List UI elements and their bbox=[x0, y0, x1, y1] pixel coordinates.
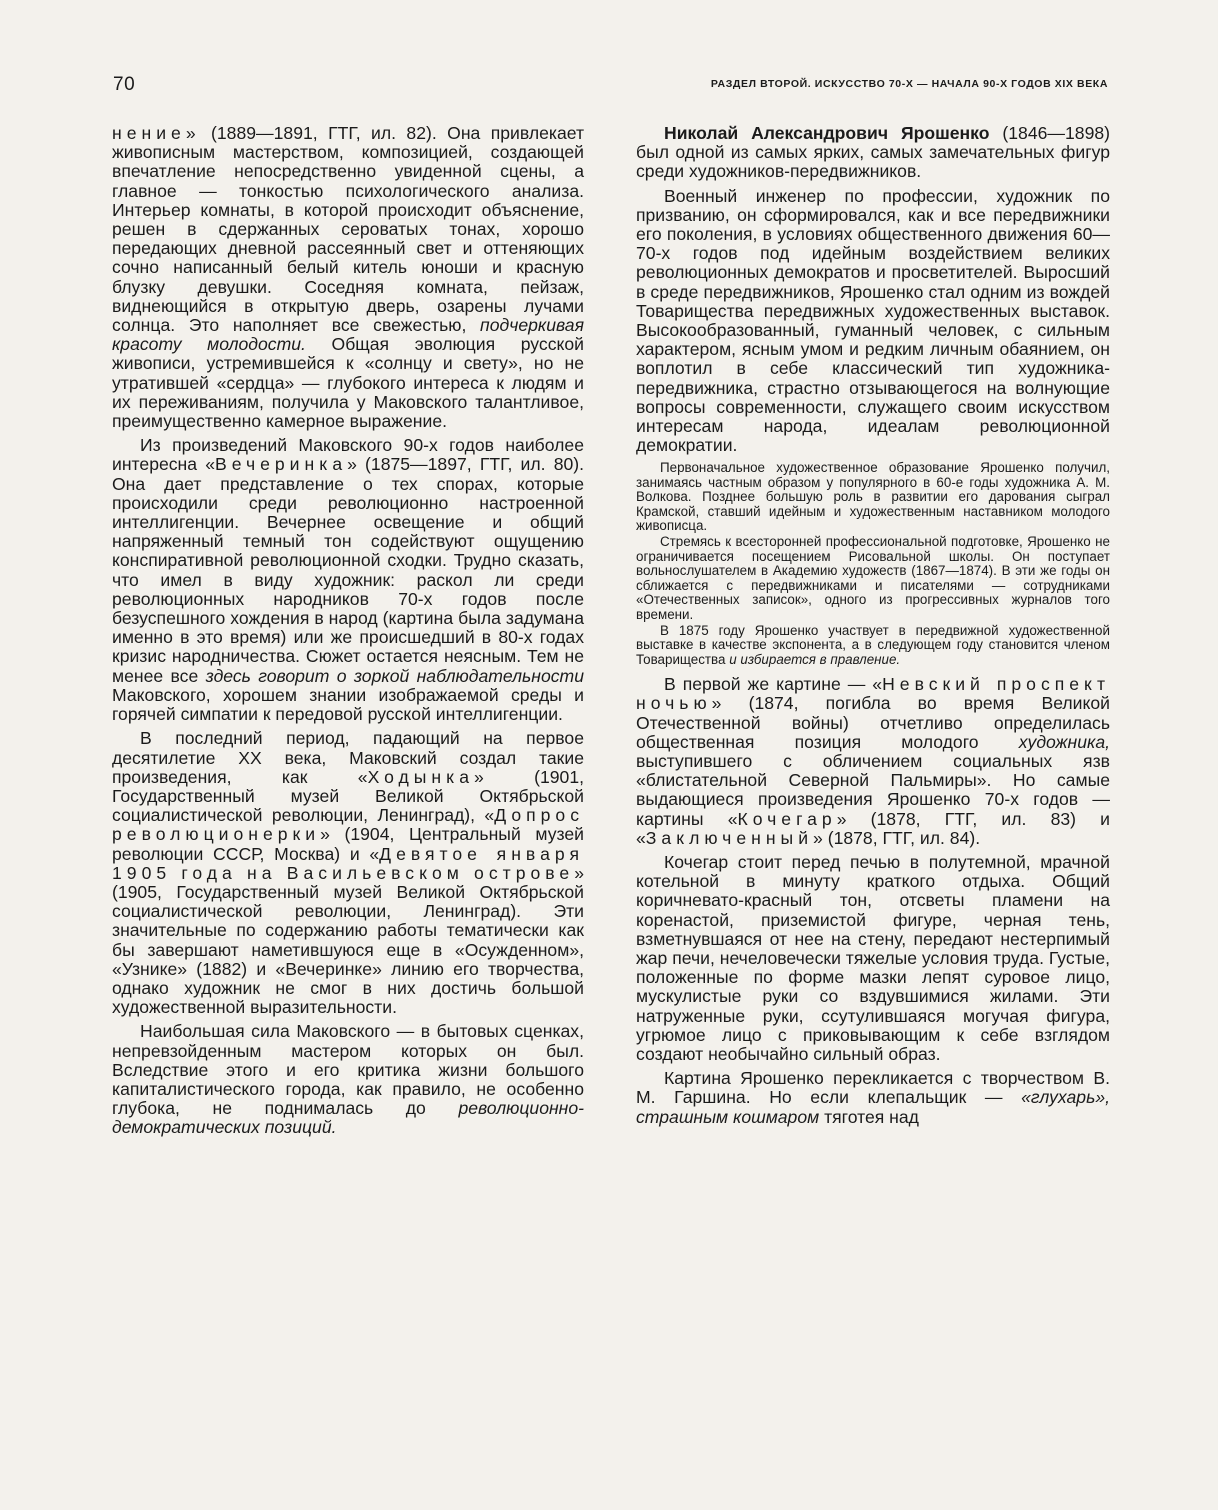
small-paragraph: Стремясь к всесторонней профессиональной подготовке, Ярошенко не ограничивается посещением Рисовальной школы. Он поступает вольнослушателем в Академию художеств (1867—1874). В эти же годы он сближается с передвижниками и писателями — сотрудниками «Отечественных записок», одного из прогрессивных журналов того времени. bbox=[636, 534, 1110, 622]
italic-text: «глухарь», страшным кошмаром bbox=[636, 1087, 1110, 1127]
paragraph: Военный инженер по профессии, художник по призванию, он сформировался, как и все передвижники его поколения, в условиях общественного движения 60—70-х годов под идейным воздействием великих революционных демократов и просветителей. Выросший в среде передвижников, Ярошенко стал одним из вождей Товарищества передвижных художественных выставок. Высокообразованный, гуманный человек, с сильным характером, ясным умом и редким личным обаянием, он воплотил в себе классический тип художника-передвижника, страстно отзывающегося на волнующие вопросы современности, служащего своим искусством интересам народа, идеалам революционной демократии. bbox=[636, 185, 1110, 456]
italic-text: здесь говорит о зоркой наблюдательности bbox=[205, 665, 584, 686]
spaced-title: Кочегар bbox=[737, 808, 837, 829]
running-head: РАЗДЕЛ ВТОРОЙ. ИСКУССТВО 70-Х — НАЧАЛА 90-Х ГОДОВ XIX ВЕКА bbox=[710, 78, 1108, 90]
spaced-title: Заключенный bbox=[645, 827, 814, 848]
paragraph: Кочегар стоит перед печью в полутемной, мрачной котельной в минуту краткого отдыха. Общий коричневато-красный тон, отсветы пламени на коренастой, приземистой фигуре, черная тень, взметнувшаяся от нее на стену, передают нестерпимый жар печи, нечеловечески тяжелые условия труда. Густые, положенные по форме мазки лепят суровое лицо, мускулистые руки со вздувшимися жилами. Эти натруженные руки, ссутулившаяся могучая фигура, угрюмое лицо с приковывающим к себе взглядом создают необычайно сильный образ. bbox=[636, 851, 1110, 1064]
paragraph: Картина Ярошенко перекликается с творчеством В. М. Гаршина. Но если клепальщик — «глухарь», страшным кошмаром тяготея над bbox=[636, 1068, 1110, 1127]
spaced-title: нение» bbox=[112, 123, 201, 143]
paragraph: Николай Александрович Ярошенко (1846—1898) был одной из самых ярких, самых замечательных фигур среди художников-передвижников. bbox=[636, 123, 1110, 182]
small-print-block bbox=[636, 461, 1110, 667]
spaced-title: Невский проспект ночью bbox=[636, 674, 1111, 714]
italic-text: революционно-демократических позиций. bbox=[112, 1098, 584, 1138]
paragraph: В последний период, падающий на первое десятилетие XX века, Маковский создал такие произведения, как «Ходынка» (1901, Государственный музей Великой Октябрьской социалистической революции, Ленинград), «Допрос революционерки» (1904, Центральный музей революции СССР, Москва) и «Девятое января 1905 года на Васильевском острове» (1905, Государственный музей Великой Октябрьской социалистической революции, Ленинград). Эти значительные по содержанию работы тематически как бы завершают наметившуюся еще в «Осужденном», «Узнике» (1882) и «Вечеринке» линию его творчества, однако художник не смог в них достичь большой художественной выразительности. bbox=[112, 728, 584, 1018]
paragraph: В первой же картине — «Невский проспект ночью» (1874, погибла во время Великой Отечественной войны) отчетливо определилась общественная позиция молодого художника, выступившего с обличением социальных язв «блистательной Северной Пальмиры». Но самые выдающиеся произведения Ярошенко 70-х годов — картины «Кочегар» (1878, ГТГ, ил. 83) и «Заключенный» (1878, ГТГ, ил. 84). bbox=[636, 674, 1111, 848]
paragraph: нение» (1889—1891, ГТГ, ил. 82). Она привлекает живописным мастерством, композицией, создающей впечатление непосредственно увиденной сцены, а главное — тонкостью психологического анализа. Интерьер комнаты, в которой происходит объяснение, решен в сдержанных сероватых тонах, хорошо передающих дневной рассеянный свет и оттеняющих сочно написанный белый китель юноши и красную блузку девушки. Соседняя комната, пейзаж, виднеющийся в открытую дверь, озарены лучами солнца. Это наполняет все свежестью, подчеркивая красоту молодости. Общая эволюция русской живописи, устремившейся к «солнцу и свету», но не утратившей «сердца» — глубокого интереса к людям и их переживаниям, получила у Маковского талантливое, преимущественно камерное выражение. bbox=[112, 123, 585, 432]
artist-name: Николай Александрович Ярошенко bbox=[664, 123, 990, 143]
spaced-title: Девятое января 1905 года на Васильевском острове bbox=[112, 843, 584, 883]
small-paragraph: Первоначальное художественное образование Ярошенко получил, занимаясь частным образом у популярного в 60-е годы художника А. М. Волкова. Позднее большую роль в развитии его дарования сыграл Крамской, ставший идейным и художественным наставником молодого живописца. bbox=[636, 460, 1110, 534]
small-paragraph: В 1875 году Ярошенко участвует в передвижной художественной выставке в качестве экспонента, а в следующем году становится членом Товарищества и избирается в правление. bbox=[636, 622, 1110, 667]
italic-text: художника, bbox=[1018, 731, 1110, 752]
page-number: 70 bbox=[113, 74, 136, 95]
spaced-title: Вечеринка bbox=[215, 454, 348, 475]
italic-text: и избирается в правление. bbox=[729, 651, 901, 667]
italic-text: подчеркивая красоту молодости. bbox=[112, 315, 584, 355]
left-column bbox=[112, 124, 584, 1143]
right-column bbox=[636, 124, 1110, 1132]
paragraph: Из произведений Маковского 90-х годов наиболее интересна «Вечеринка» (1875—1897, ГТГ, ил. 80). Она дает представление о тех спорах, которые происходили среди революционно настроенной интеллигенции. Вечернее освещение и общий напряженный темный тон содействуют ощущению конспиративной революционной сходки. Трудно сказать, что имел в виду художник: раскол ли среди революционных народников 70-х годов после безуспешного хождения в народ (картина была задумана именно в это время) или же происшедший в 80-х годах кризис народничества. Сюжет остается неясным. Тем не менее все здесь говорит о зоркой наблюдательности Маковского, хорошем знании изображаемой среды и горячей симпатии к передовой русской интеллигенции. bbox=[112, 435, 585, 725]
paragraph: Наибольшая сила Маковского — в бытовых сценках, непревзойденным мастером которых он был. Вследствие этого и его критика жизни большого капиталистического города, как правило, не особенно глубока, не поднималась до революционно-демократических позиций. bbox=[112, 1021, 584, 1138]
spaced-title: Ходынка bbox=[367, 766, 474, 787]
spaced-title: Допрос революционерки bbox=[112, 805, 584, 845]
